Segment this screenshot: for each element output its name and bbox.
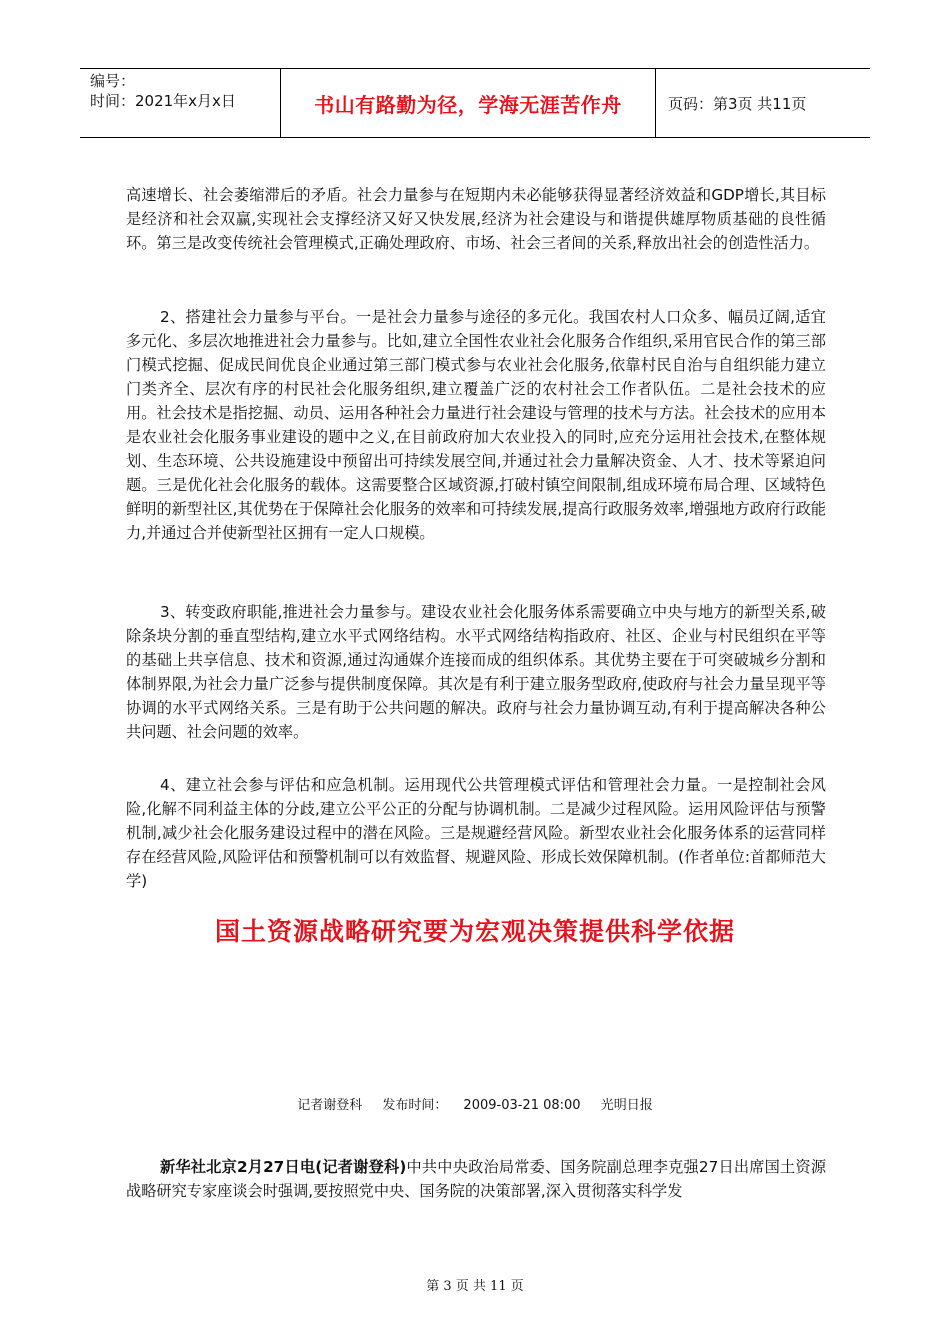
header-motto-cell <box>281 69 656 137</box>
byline-time-label: 发布时间： <box>382 1098 448 1113</box>
header-page-cell <box>656 69 870 137</box>
header-table <box>80 68 870 138</box>
article-byline <box>0 1094 950 1113</box>
time-label: 时间：2021年x月x日 <box>90 92 236 110</box>
header-page-label: 页码：第3页 共11页 <box>668 94 807 113</box>
header-meta-cell <box>80 69 281 137</box>
paragraph-3: 3、转变政府职能,推进社会力量参与。建设农业社会化服务体系需要确立中央与地方的新型关系,破除条块分割的垂直型结构,建立水平式网络结构。水平式网络结构指政府、社区、企业与村民组织在平等的基础上共享信息、技术和资源,通过沟通媒介连接而成的组织体系。其优势主要在于可突破城乡分割和体制界限,为社会力量广泛参与提供制度保障。其次是有利于建立服务型政府,使政府与社会力量呈现平等协调的水平式网络关系。三是有助于公共问题的解决。政府与社会力量协调互动,有利于提高解决各种公共问题、社会问题的效率。 <box>126 603 826 741</box>
paragraph-2: 2、搭建社会力量参与平台。一是社会力量参与途径的多元化。我国农村人口众多、幅员辽阔,适宜多元化、多层次地推进社会力量参与。比如,建立全国性农业社会化服务合作组织,采用官民合作的第三部门模式挖掘、促成民间优良企业通过第三部门模式参与农业社会化服务,依靠村民自治与自组织能力建立门类齐全、层次有序的村民社会化服务组织,建立覆盖广泛的农村社会工作者队伍。二是社会技术的应用。社会技术是指挖掘、动员、运用各种社会力量进行社会建设与管理的技术与方法。社会技术的应用本是农业社会化服务事业建设的题中之义,在目前政府加大农业投入的同时,应充分运用社会技术,在整体规划、生态环境、公共设施建设中预留出可持续发展空间,并通过社会力量解决资金、人才、技术等紧迫问题。三是优化社会化服务的载体。这需要整合区域资源,打破村镇空间限制,组成环境布局合理、区域特色鲜明的新型社区,其优势在于保障社会化服务的效率和可持续发展,提高行政服务效率,增强地方政府行政能力,并通过合并使新型社区拥有一定人口规模。 <box>126 308 826 542</box>
header-motto: 书山有路勤为径，学海无涯苦作舟 <box>314 92 622 117</box>
article-title: 国土资源战略研究要为宏观决策提供科学依据 <box>214 917 735 946</box>
page-footer: 第 3 页 共 11 页 <box>426 1279 524 1294</box>
paragraph-5-rest: 中共中央政治局常委、国务院副总理李克强27日出席国土资源战略研究专家座谈会时强调,要按照党中央、国务院的决策部署,深入贯彻落实科学发 <box>126 1158 827 1200</box>
paragraph-1: 高速增长、社会萎缩滞后的矛盾。社会力量参与在短期内未必能够获得显著经济效益和GDP增长,其目标是经济和社会双赢,实现社会支撑经济又好又快发展,经济为社会建设与和谐提供雄厚物质基础的良性循环。第三是改变传统社会管理模式,正确处理政府、市场、社会三者间的关系,释放出社会的创造性活力。 <box>126 186 826 252</box>
byline-time: 2009-03-21 08:00 <box>463 1098 581 1113</box>
paragraph-4: 4、建立社会参与评估和应急机制。运用现代公共管理模式评估和管理社会力量。一是控制社会风险,化解不同利益主体的分歧,建立公平公正的分配与协调机制。二是减少过程风险。运用风险评估与预警机制,减少社会化服务建设过程中的潜在风险。三是规避经营风险。新型农业社会化服务体系的运营同样存在经营风险,风险评估和预警机制可以有效监督、规避风险、形成长效保障机制。(作者单位:首都师范大学) <box>126 776 826 890</box>
byline-reporter: 记者谢登科 <box>297 1098 363 1113</box>
paragraph-5-lead: 新华社北京2月27日电(记者谢登科) <box>160 1158 407 1176</box>
serial-label: 编号： <box>90 72 136 90</box>
paragraph-5 <box>126 1155 826 1203</box>
byline-source: 光明日报 <box>600 1098 653 1113</box>
